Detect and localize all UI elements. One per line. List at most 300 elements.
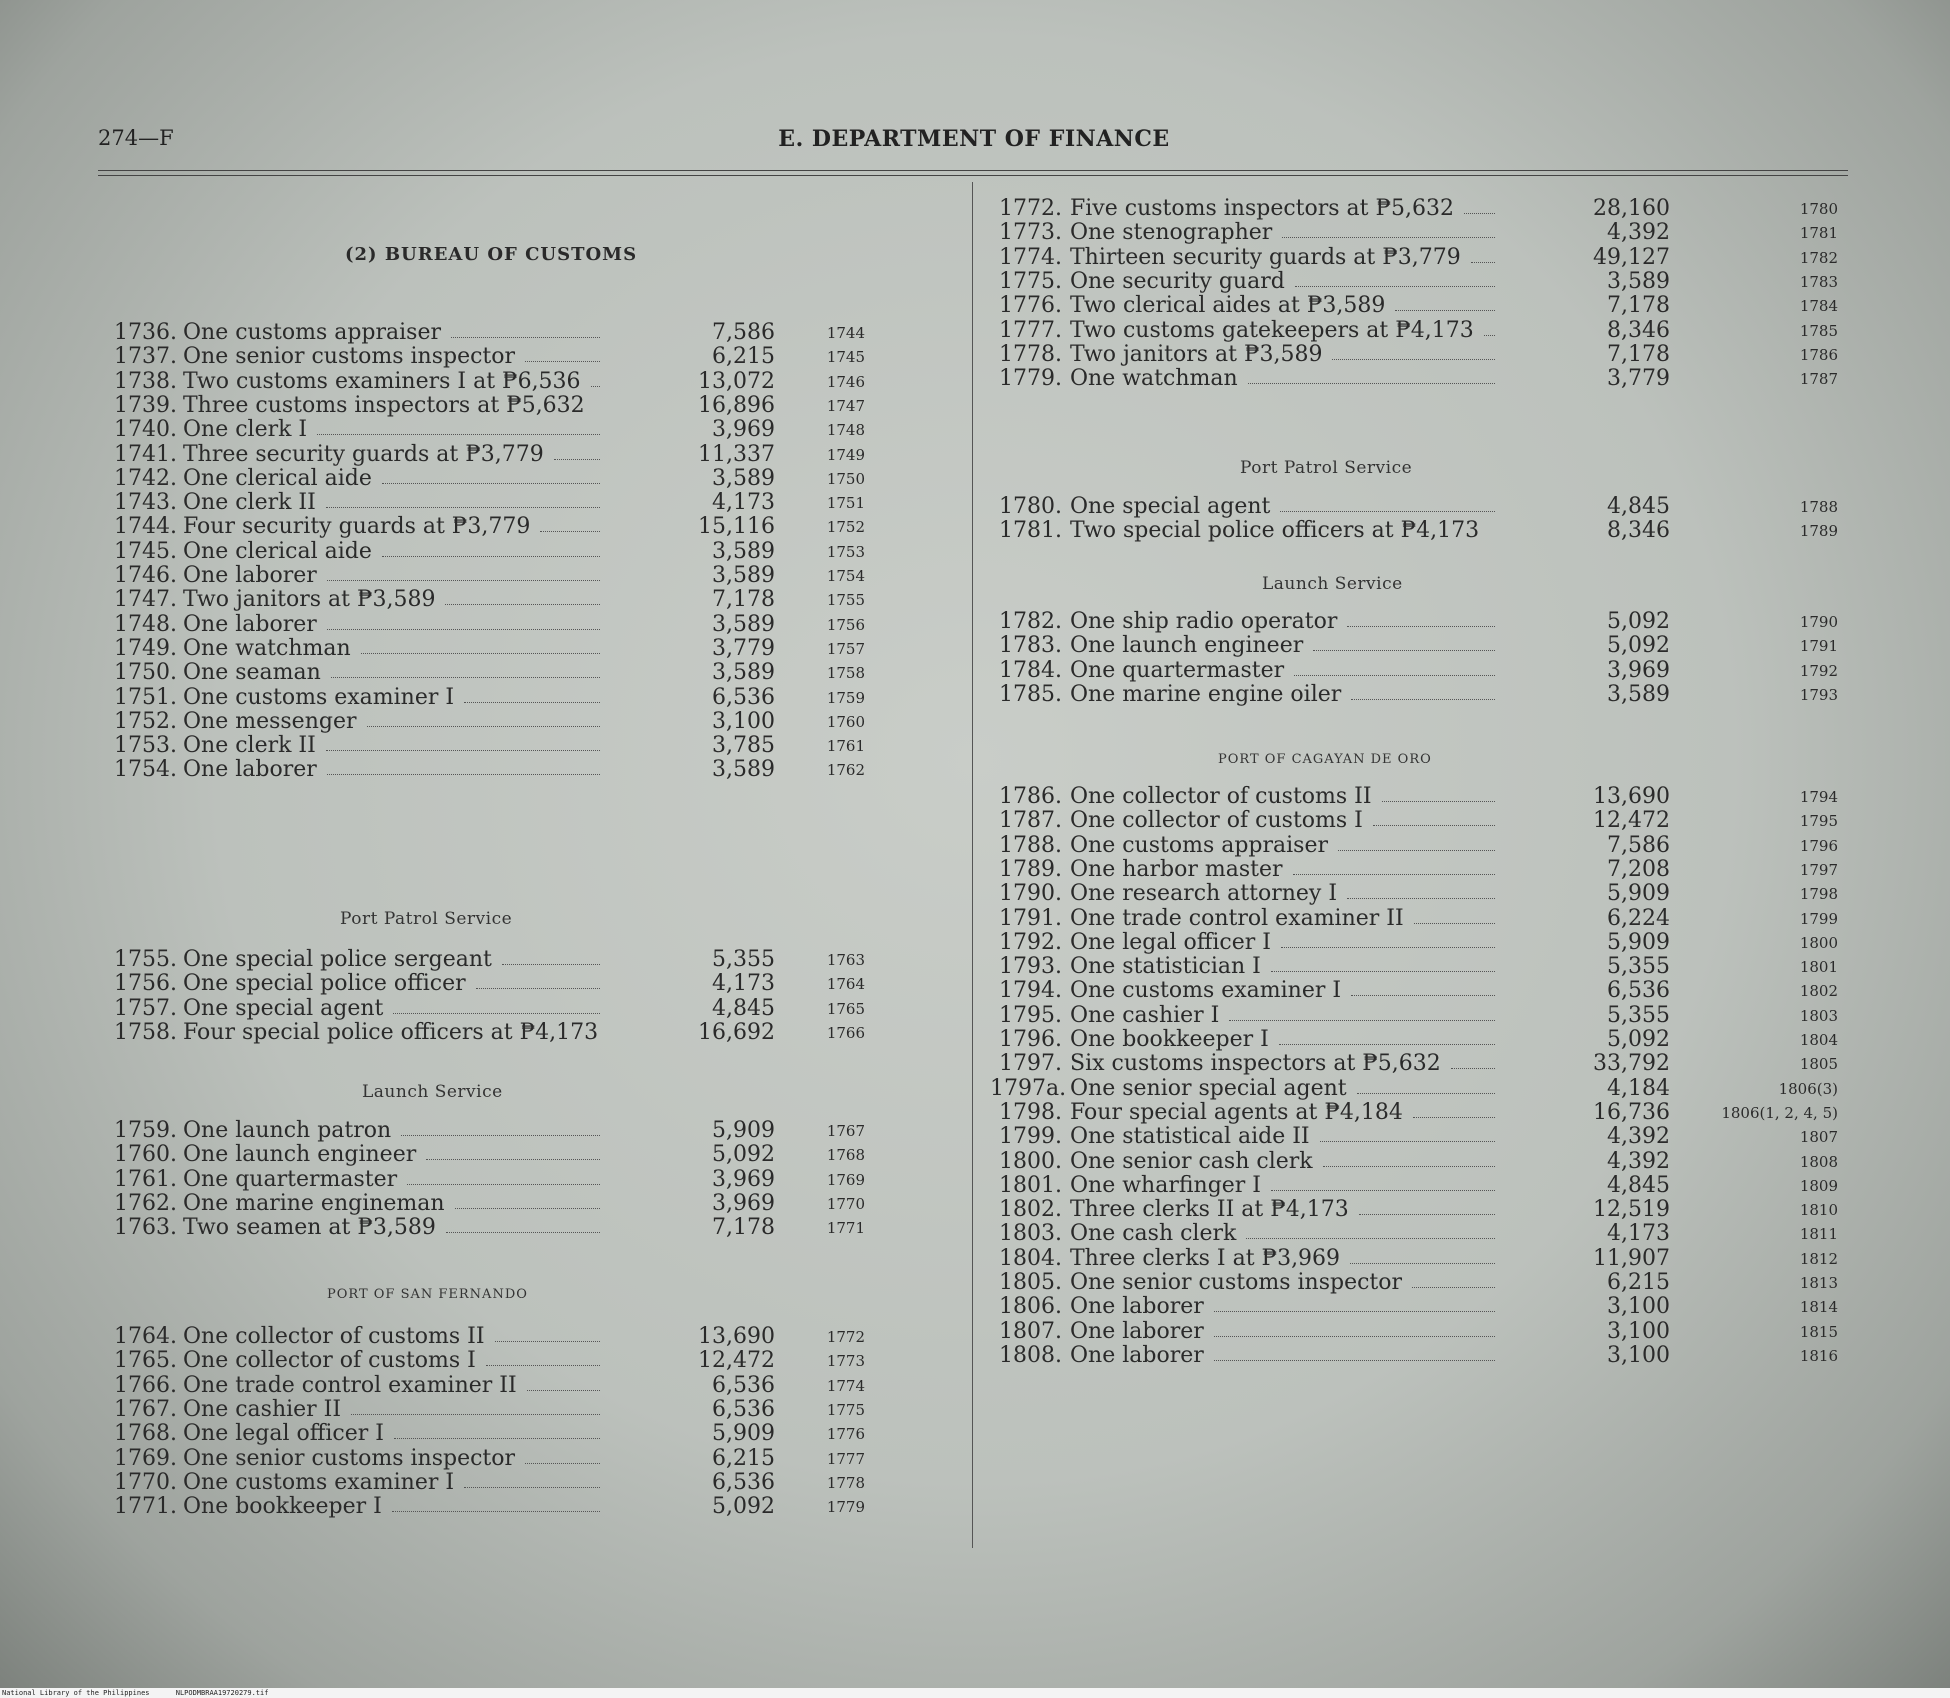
item-reference: 1804 xyxy=(1799,1031,1838,1049)
item-amount: 3,969 xyxy=(712,417,775,443)
dot-leader xyxy=(1347,626,1495,627)
item-description: Three clerks I at ₱3,969 xyxy=(1070,1245,1341,1271)
item-description: One cashier II xyxy=(183,1396,342,1422)
item-amount: 3,100 xyxy=(712,708,775,734)
dot-leader xyxy=(382,556,600,557)
item-reference: 1799 xyxy=(1799,909,1838,928)
item-reference: 1809 xyxy=(1799,1176,1838,1195)
dot-leader xyxy=(394,1438,600,1439)
item-number: 1793. xyxy=(999,954,1062,980)
item-amount: 4,392 xyxy=(1607,1148,1670,1174)
dot-leader xyxy=(327,629,600,630)
scan-footer xyxy=(0,1688,1950,1698)
item-description: One clerical aide xyxy=(183,465,372,491)
item-number: 1765. xyxy=(114,1348,177,1374)
item-amount: 16,896 xyxy=(698,392,775,418)
item-number: 1761. xyxy=(114,1166,177,1192)
item-number: 1791. xyxy=(999,905,1062,931)
item-description: One cash clerk xyxy=(1070,1221,1237,1247)
item-number: 1798. xyxy=(999,1099,1062,1125)
item-number: 1789. xyxy=(999,856,1062,882)
item-reference: 1796 xyxy=(1799,836,1838,855)
item-amount: 6,536 xyxy=(1607,978,1670,1004)
item-reference: 1784 xyxy=(1799,297,1838,316)
item-description: Five customs inspectors at ₱5,632 xyxy=(1070,196,1455,221)
dot-leader xyxy=(495,1341,600,1342)
item-amount: 5,092 xyxy=(712,1142,775,1168)
item-number: 1803. xyxy=(999,1221,1062,1247)
item-description: Two customs gatekeepers at ₱4,173 xyxy=(1070,317,1474,343)
dot-leader xyxy=(554,459,600,460)
item-description: Two clerical aides at ₱3,589 xyxy=(1070,293,1386,319)
item-reference: 1802 xyxy=(1799,982,1838,1001)
item-number: 1737. xyxy=(114,344,177,370)
item-description: Six customs inspectors at ₱5,632 xyxy=(1070,1051,1441,1077)
dot-leader xyxy=(1294,675,1495,676)
dot-leader xyxy=(1351,699,1495,700)
item-amount: 7,178 xyxy=(712,1215,775,1241)
item-amount: 3,589 xyxy=(1607,268,1670,294)
item-number: 1759. xyxy=(114,1118,177,1143)
item-description: One laborer xyxy=(1070,1294,1204,1320)
item-amount: 4,173 xyxy=(712,490,775,516)
item-reference: 1807 xyxy=(1799,1128,1838,1147)
item-description: Three clerks II at ₱4,173 xyxy=(1070,1197,1349,1223)
item-number: 1776. xyxy=(999,293,1062,319)
item-number: 1799. xyxy=(999,1124,1062,1150)
item-description: Four special police officers at ₱4,173 xyxy=(183,1019,599,1045)
item-number: 1746. xyxy=(114,563,177,588)
dot-leader xyxy=(1359,1214,1495,1215)
item-description: One marine engine oiler xyxy=(1070,681,1342,707)
dot-leader xyxy=(486,1365,600,1366)
item-amount: 4,173 xyxy=(1607,1221,1670,1247)
item-amount: 11,337 xyxy=(698,441,775,467)
item-description: One messenger xyxy=(183,708,357,734)
item-amount: 3,785 xyxy=(712,733,775,759)
item-amount: 12,472 xyxy=(698,1348,775,1374)
item-amount: 4,173 xyxy=(712,971,775,997)
item-description: One research attorney I xyxy=(1070,881,1338,907)
item-description: One collector of customs II xyxy=(183,1324,485,1349)
item-amount: 7,178 xyxy=(1607,341,1670,367)
item-description: One special agent xyxy=(1070,494,1271,519)
item-number: 1766. xyxy=(114,1372,177,1398)
dot-leader xyxy=(1295,286,1495,287)
item-description: One senior customs inspector xyxy=(183,1445,516,1471)
dot-leader xyxy=(1246,1238,1495,1239)
item-number: 1770. xyxy=(114,1469,177,1495)
item-description: One harbor master xyxy=(1070,856,1283,882)
item-number: 1752. xyxy=(114,708,177,734)
item-reference: 1786 xyxy=(1799,345,1838,364)
item-amount: 13,690 xyxy=(698,1324,775,1349)
dot-leader xyxy=(426,1159,600,1160)
item-reference: 1756 xyxy=(826,615,865,634)
right-port-patrol-title: Port Patrol Service xyxy=(1240,458,1413,478)
item-number: 1775. xyxy=(999,268,1062,294)
dot-leader xyxy=(1451,1068,1495,1069)
san-fernando-title: PORT OF SAN FERNANDO xyxy=(327,1287,528,1302)
item-reference: 1771 xyxy=(826,1219,865,1238)
item-reference: 1755 xyxy=(826,591,865,610)
item-amount: 6,215 xyxy=(712,344,775,370)
item-amount: 4,392 xyxy=(1607,220,1670,246)
item-description: One trade control examiner II xyxy=(183,1372,517,1398)
dot-leader xyxy=(446,1232,600,1233)
item-amount: 5,355 xyxy=(1607,1002,1670,1028)
item-amount: 11,907 xyxy=(1593,1245,1670,1271)
item-description: One special agent xyxy=(183,995,384,1021)
item-amount: 3,589 xyxy=(712,465,775,491)
item-description: One bookkeeper I xyxy=(1070,1027,1269,1052)
item-amount: 6,224 xyxy=(1607,905,1670,931)
item-amount: 3,589 xyxy=(712,611,775,637)
item-number: 1751. xyxy=(114,684,177,710)
item-amount: 15,116 xyxy=(698,514,775,540)
item-amount: 8,346 xyxy=(1607,317,1670,343)
item-description: One collector of customs I xyxy=(183,1348,476,1374)
item-reference: 1760 xyxy=(826,712,865,731)
item-description: One senior special agent xyxy=(1070,1075,1347,1101)
item-number: 1739. xyxy=(114,392,177,418)
dot-leader xyxy=(1271,1190,1495,1191)
line-item xyxy=(105,755,955,785)
item-number: 1745. xyxy=(114,538,177,564)
item-description: One customs examiner I xyxy=(183,684,455,710)
item-reference: 1773 xyxy=(826,1352,865,1371)
item-amount: 5,355 xyxy=(1607,954,1670,980)
dot-leader xyxy=(1280,511,1495,512)
item-reference: 1764 xyxy=(826,975,865,994)
item-description: One clerical aide xyxy=(183,538,372,564)
dot-leader xyxy=(1282,237,1495,238)
item-reference: 1782 xyxy=(1799,248,1838,267)
item-reference: 1787 xyxy=(1799,370,1838,389)
item-number: 1764. xyxy=(114,1324,177,1349)
column-divider xyxy=(972,182,973,1548)
item-number: 1773. xyxy=(999,220,1062,246)
item-reference: 1754 xyxy=(826,567,865,585)
item-amount: 3,779 xyxy=(712,635,775,661)
footer-library: National Library of the Philippines xyxy=(2,1689,150,1697)
item-reference: 1783 xyxy=(1799,272,1838,291)
item-description: One watchman xyxy=(1070,366,1238,392)
item-amount: 5,355 xyxy=(712,947,775,972)
item-description: Four security guards at ₱3,779 xyxy=(183,514,531,540)
item-description: One trade control examiner II xyxy=(1070,905,1404,931)
item-description: Four special agents at ₱4,184 xyxy=(1070,1099,1403,1125)
item-description: One marine engineman xyxy=(183,1190,445,1216)
item-description: One clerk II xyxy=(183,733,316,759)
item-description: One special police sergeant xyxy=(183,947,492,972)
dot-leader xyxy=(591,386,600,387)
item-description: One wharfinger I xyxy=(1070,1172,1261,1198)
item-reference: 1793 xyxy=(1799,685,1838,704)
dot-leader xyxy=(464,1487,600,1488)
item-amount: 3,100 xyxy=(1607,1342,1670,1368)
item-reference: 1747 xyxy=(826,396,865,415)
dot-leader xyxy=(1412,1287,1495,1288)
item-number: 1767. xyxy=(114,1396,177,1422)
item-number: 1768. xyxy=(114,1421,177,1447)
item-amount: 7,178 xyxy=(712,587,775,613)
item-amount: 6,536 xyxy=(712,684,775,710)
item-number: 1748. xyxy=(114,611,177,637)
item-number: 1790. xyxy=(999,881,1062,907)
item-description: One seaman xyxy=(183,660,321,686)
dot-leader xyxy=(393,1013,600,1014)
item-number: 1794. xyxy=(999,978,1062,1004)
item-amount: 7,586 xyxy=(1607,832,1670,858)
item-amount: 5,092 xyxy=(1607,609,1670,634)
item-amount: 4,845 xyxy=(1607,494,1670,519)
page-number: 274—F xyxy=(98,126,174,150)
item-reference: 1810 xyxy=(1799,1201,1838,1220)
item-amount: 4,845 xyxy=(1607,1172,1670,1198)
dot-leader xyxy=(1214,1336,1495,1337)
item-reference: 1762 xyxy=(826,761,865,780)
item-description: One watchman xyxy=(183,635,351,661)
dot-leader xyxy=(407,1184,600,1185)
item-description: One customs appraiser xyxy=(1070,832,1329,858)
dot-leader xyxy=(1484,335,1495,336)
item-reference: 1765 xyxy=(826,999,865,1018)
dot-leader xyxy=(317,434,600,435)
line-item xyxy=(105,1018,955,1048)
dot-leader xyxy=(331,677,600,678)
dot-leader xyxy=(1395,310,1495,311)
item-reference: 1790 xyxy=(1799,613,1838,631)
cagayan-title: PORT OF CAGAYAN DE ORO xyxy=(1218,752,1432,767)
item-reference: 1753 xyxy=(826,542,865,561)
item-number: 1779. xyxy=(999,366,1062,392)
dot-leader xyxy=(445,604,600,605)
item-amount: 5,092 xyxy=(1607,1027,1670,1052)
line-item xyxy=(990,680,1860,710)
item-description: One laborer xyxy=(1070,1342,1204,1368)
dot-leader xyxy=(1323,1166,1495,1167)
item-amount: 33,792 xyxy=(1593,1051,1670,1077)
item-amount: 6,215 xyxy=(712,1445,775,1471)
item-amount: 49,127 xyxy=(1593,244,1670,270)
item-description: One security guard xyxy=(1070,268,1285,294)
item-number: 1769. xyxy=(114,1445,177,1471)
item-description: One senior cash clerk xyxy=(1070,1148,1313,1174)
item-reference: 1746 xyxy=(826,372,865,391)
item-reference: 1785 xyxy=(1799,321,1838,340)
item-amount: 4,392 xyxy=(1607,1124,1670,1150)
item-description: Two customs examiners I at ₱6,536 xyxy=(183,368,581,394)
item-number: 1782. xyxy=(999,609,1062,634)
item-reference: 1806(1, 2, 4, 5) xyxy=(1721,1103,1838,1122)
item-reference: 1814 xyxy=(1799,1298,1838,1317)
header-rule-2 xyxy=(98,175,1848,176)
dot-leader xyxy=(525,361,600,362)
item-reference: 1789 xyxy=(1799,522,1838,541)
item-amount: 5,092 xyxy=(1607,633,1670,659)
item-number: 1783. xyxy=(999,633,1062,659)
item-description: One cashier I xyxy=(1070,1002,1220,1028)
item-number: 1743. xyxy=(114,490,177,516)
footer-file: NLPODMBRAA19720279.tif xyxy=(175,1689,269,1697)
item-amount: 5,909 xyxy=(1607,881,1670,907)
item-amount: 3,969 xyxy=(712,1190,775,1216)
item-reference: 1767 xyxy=(826,1122,865,1140)
dot-leader xyxy=(455,1208,600,1209)
item-description: Two janitors at ₱3,589 xyxy=(1070,341,1323,367)
item-reference: 1805 xyxy=(1799,1055,1838,1074)
item-amount: 8,346 xyxy=(1607,518,1670,544)
item-amount: 28,160 xyxy=(1593,196,1670,221)
dot-leader xyxy=(1214,1360,1495,1361)
item-number: 1744. xyxy=(114,514,177,540)
dot-leader xyxy=(464,702,600,703)
item-reference: 1788 xyxy=(1799,498,1838,516)
dot-leader xyxy=(1271,971,1495,972)
item-description: One laborer xyxy=(1070,1318,1204,1344)
item-number: 1740. xyxy=(114,417,177,443)
line-item xyxy=(105,1213,955,1243)
item-amount: 12,519 xyxy=(1593,1197,1670,1223)
item-amount: 5,909 xyxy=(712,1118,775,1143)
department-title: E. DEPARTMENT OF FINANCE xyxy=(778,126,1170,152)
item-reference: 1781 xyxy=(1799,224,1838,243)
item-number: 1786. xyxy=(999,784,1062,809)
dot-leader xyxy=(327,580,600,581)
item-reference: 1774 xyxy=(826,1376,865,1395)
item-number: 1757. xyxy=(114,995,177,1021)
item-description: One customs examiner I xyxy=(183,1469,455,1495)
item-description: Two special police officers at ₱4,173 xyxy=(1070,518,1480,544)
dot-leader xyxy=(1471,262,1495,263)
item-reference: 1806(3) xyxy=(1778,1079,1838,1098)
item-amount: 7,586 xyxy=(712,320,775,345)
dot-leader xyxy=(1248,383,1495,384)
bureau-title: (2) BUREAU OF CUSTOMS xyxy=(345,244,638,265)
item-reference: 1808 xyxy=(1799,1152,1838,1171)
item-number: 1755. xyxy=(114,947,177,972)
dot-leader xyxy=(1373,825,1495,826)
item-amount: 4,184 xyxy=(1607,1075,1670,1101)
dot-leader xyxy=(327,774,600,775)
item-amount: 16,736 xyxy=(1593,1099,1670,1125)
right-launch-title: Launch Service xyxy=(1262,574,1403,594)
item-reference: 1813 xyxy=(1799,1274,1838,1292)
item-number: 1762. xyxy=(114,1190,177,1216)
item-description: One senior customs inspector xyxy=(1070,1270,1403,1295)
dot-leader xyxy=(1279,1044,1495,1045)
item-description: One legal officer I xyxy=(183,1421,384,1447)
item-number: 1796. xyxy=(999,1027,1062,1052)
item-amount: 3,589 xyxy=(712,563,775,588)
item-reference: 1769 xyxy=(826,1170,865,1189)
item-number: 1747. xyxy=(114,587,177,613)
item-reference: 1751 xyxy=(826,494,865,513)
item-reference: 1744 xyxy=(826,324,865,342)
item-number: 1800. xyxy=(999,1148,1062,1174)
item-amount: 3,969 xyxy=(1607,657,1670,683)
item-description: One bookkeeper I xyxy=(183,1494,382,1520)
item-reference: 1777 xyxy=(826,1449,865,1468)
item-reference: 1775 xyxy=(826,1400,865,1419)
item-number: 1792. xyxy=(999,929,1062,955)
item-amount: 3,589 xyxy=(1607,681,1670,707)
item-number: 1756. xyxy=(114,971,177,997)
item-reference: 1792 xyxy=(1799,661,1838,680)
item-description: Three customs inspectors at ₱5,632 xyxy=(183,392,585,418)
item-description: One customs examiner I xyxy=(1070,978,1342,1004)
item-reference: 1816 xyxy=(1799,1346,1838,1365)
item-amount: 13,072 xyxy=(698,368,775,394)
item-number: 1742. xyxy=(114,465,177,491)
item-reference: 1750 xyxy=(826,469,865,488)
item-amount: 6,215 xyxy=(1607,1270,1670,1295)
item-number: 1785. xyxy=(999,681,1062,707)
dot-leader xyxy=(392,1511,600,1512)
item-amount: 6,536 xyxy=(712,1396,775,1422)
item-description: Two janitors at ₱3,589 xyxy=(183,587,436,613)
item-description: One statistician I xyxy=(1070,954,1261,980)
item-number: 1784. xyxy=(999,657,1062,683)
item-description: One legal officer I xyxy=(1070,929,1271,955)
item-reference: 1776 xyxy=(826,1425,865,1444)
item-number: 1788. xyxy=(999,832,1062,858)
item-amount: 16,692 xyxy=(698,1019,775,1045)
item-reference: 1812 xyxy=(1799,1249,1838,1268)
item-number: 1758. xyxy=(114,1019,177,1045)
line-item xyxy=(990,516,1860,546)
item-reference: 1768 xyxy=(826,1146,865,1165)
item-reference: 1761 xyxy=(826,737,865,756)
dot-leader xyxy=(401,1135,600,1136)
item-number: 1781. xyxy=(999,518,1062,544)
item-amount: 3,100 xyxy=(1607,1294,1670,1320)
item-number: 1741. xyxy=(114,441,177,467)
dot-leader xyxy=(1382,801,1495,802)
item-amount: 12,472 xyxy=(1593,808,1670,834)
item-number: 1795. xyxy=(999,1002,1062,1028)
item-amount: 6,536 xyxy=(712,1372,775,1398)
item-reference: 1797 xyxy=(1799,860,1838,879)
item-amount: 4,845 xyxy=(712,995,775,1021)
item-reference: 1815 xyxy=(1799,1322,1838,1341)
item-number: 1777. xyxy=(999,317,1062,343)
item-number: 1750. xyxy=(114,660,177,686)
item-number: 1805. xyxy=(999,1270,1062,1295)
dot-leader xyxy=(382,483,600,484)
item-number: 1736. xyxy=(114,320,177,345)
item-number: 1760. xyxy=(114,1142,177,1168)
item-number: 1780. xyxy=(999,494,1062,519)
item-number: 1807. xyxy=(999,1318,1062,1344)
item-reference: 1794 xyxy=(1799,788,1838,806)
item-amount: 3,969 xyxy=(712,1166,775,1192)
item-description: One clerk II xyxy=(183,490,316,516)
item-number: 1808. xyxy=(999,1342,1062,1368)
item-reference: 1803 xyxy=(1799,1006,1838,1025)
item-description: One quartermaster xyxy=(183,1166,398,1192)
item-reference: 1772 xyxy=(826,1328,865,1346)
item-amount: 3,589 xyxy=(712,538,775,564)
dot-leader xyxy=(1332,359,1495,360)
dot-leader xyxy=(1293,874,1495,875)
dot-leader xyxy=(1320,1141,1495,1142)
item-number: 1802. xyxy=(999,1197,1062,1223)
item-reference: 1791 xyxy=(1799,637,1838,656)
item-amount: 3,589 xyxy=(712,660,775,686)
item-number: 1763. xyxy=(114,1215,177,1241)
